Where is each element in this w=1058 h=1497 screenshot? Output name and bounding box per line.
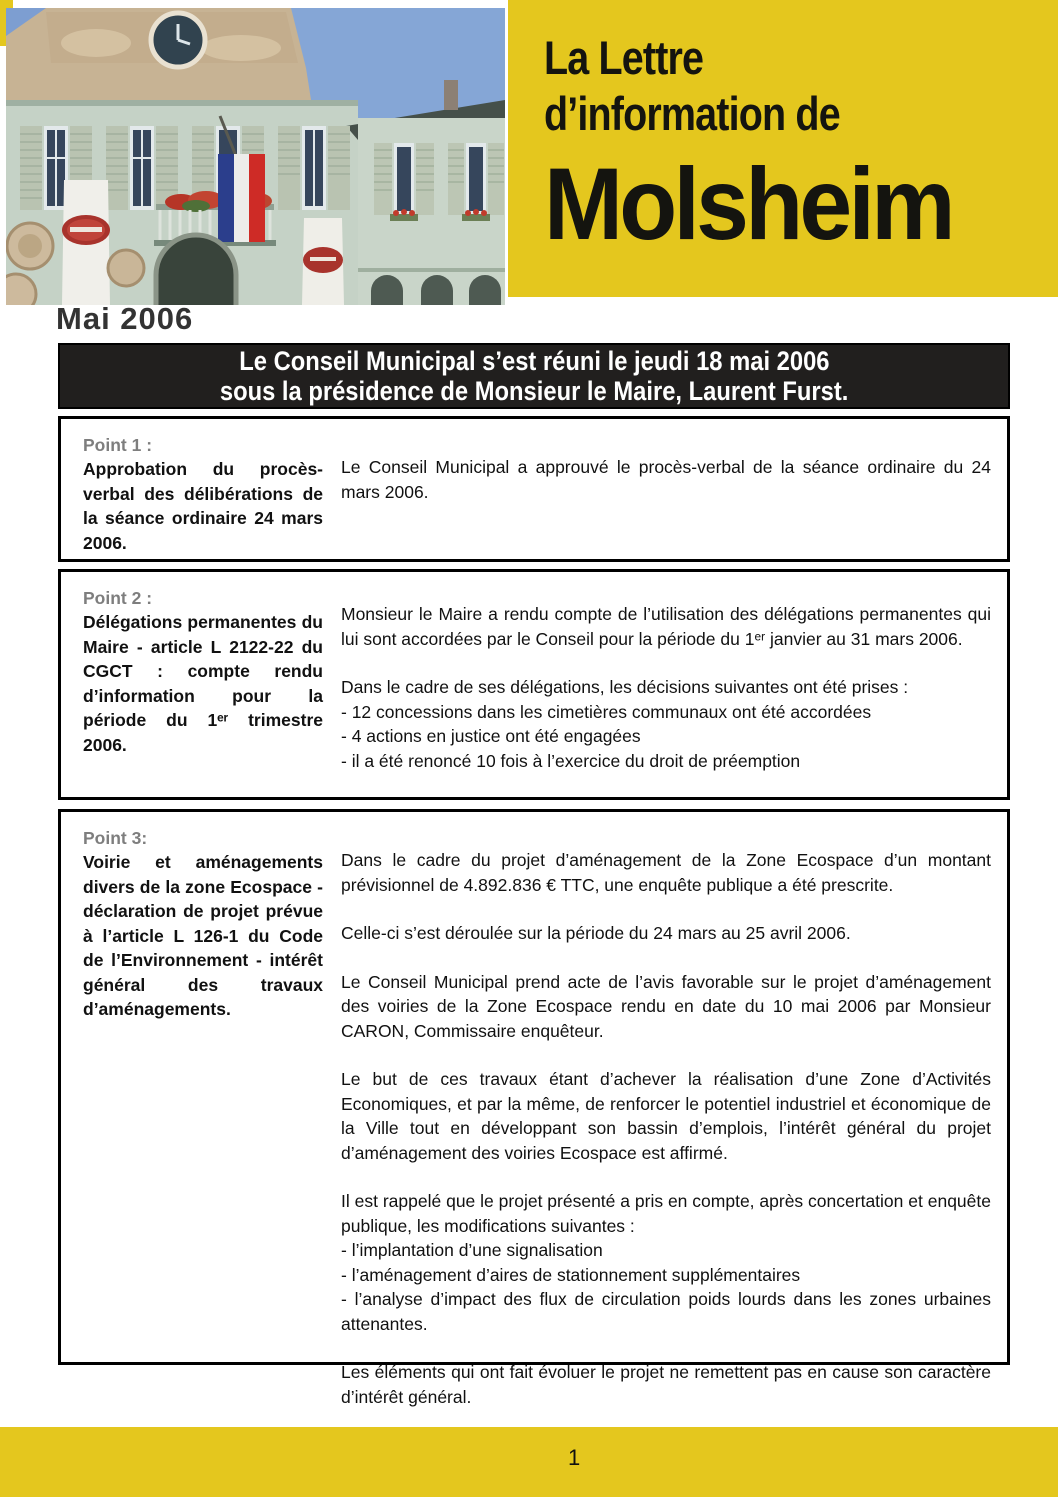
title-line-2: d’information de — [544, 87, 840, 140]
body-paragraph: Celle-ci s’est déroulée sur la période du 24 mars au 25 avril 2006. — [341, 923, 851, 943]
point-1-left-column — [61, 419, 341, 559]
point-1-body — [341, 419, 1007, 559]
body-paragraph: Monsieur le Maire a rendu compte de l’utilisation des délégations permanentes qui lui sont accordées par le Conseil pour la période du 1ᵉʳ janvier au 31 mars 2006. — [341, 604, 991, 649]
point-1-heading: Approbation du procès-verbal des délibérations de la séance ordinaire 24 mars 2006. — [83, 459, 323, 553]
town-hall-photo — [6, 8, 505, 305]
point-3-label: Point 3: — [83, 828, 148, 848]
masthead-title-block — [508, 0, 1058, 297]
section-point-2 — [58, 569, 1010, 800]
section-point-3 — [58, 809, 1010, 1407]
bullet-item: - l’implantation d’une signalisation — [341, 1240, 603, 1260]
body-paragraph: Dans le cadre de ses délégations, les décisions suivantes ont été prises : — [341, 677, 909, 697]
bullet-item: - 12 concessions dans les cimetières communaux ont été accordées — [341, 701, 872, 722]
bullet-item: - l’aménagement d’aires de stationnement supplémentaires — [341, 1264, 801, 1285]
point-3-body — [341, 812, 1007, 1407]
bullet-item: - l’analyse d’impact des flux de circulation poids lourds dans les zones urbaines attenantes. — [341, 1289, 991, 1334]
point-3-heading: Voirie et aménagements divers de la zone Ecospace - déclaration de projet prévue à l’article L 126-1 du Code de l’Environnement - intérêt général des travaux d’aménagements. — [83, 852, 323, 1019]
issue-date: Mai 2006 — [56, 301, 194, 336]
town-hall-photo-illustration — [6, 8, 505, 305]
body-paragraph: Le but de ces travaux étant d’achever la réalisation d’une Zone d’Activités Economiques, et par la même, de renforcer le potentiel industriel et économique de la Ville tout en développant son bassin d’emplois, l’intérêt général du projet d’aménagement des voiries Ecospace est affirmé. — [341, 1069, 991, 1163]
body-paragraph: Dans le cadre du projet d’aménagement de la Zone Ecospace d’un montant prévisionnel de 4.892.836 € TTC, une enquête publique a été prescrite. — [341, 850, 991, 895]
title-line-3: Molsheim — [544, 147, 952, 261]
title-line-1: La Lettre — [544, 31, 704, 84]
body-paragraph: Le Conseil Municipal a approuvé le procès-verbal de la séance ordinaire du 24 mars 2006. — [341, 457, 991, 502]
body-paragraph: Le Conseil Municipal prend acte de l’avis favorable sur le projet d’aménagement des voiries de la Zone Ecospace rendu en date du 10 mai 2006 par Monsieur CARON, Commissaire enquêteur. — [341, 971, 991, 1041]
council-banner — [58, 343, 1010, 409]
point-2-heading: Délégations permanentes du Maire - article L 2122-22 du CGCT : compte rendu d’information pour la période du 1ᵉʳ trimestre 2006. — [83, 612, 323, 755]
body-paragraph: Il est rappelé que le projet présenté a pris en compte, après concertation et enquête publique, les modifications suivantes : — [341, 1191, 991, 1236]
point-1-label: Point 1 : — [83, 435, 153, 455]
bugatti-banner-left — [62, 180, 110, 305]
point-2-body — [341, 572, 1007, 797]
bullet-item: - 4 actions en justice ont été engagées — [341, 726, 641, 746]
banner-line-2: sous la présidence de Monsieur le Maire, Laurent Furst. — [219, 376, 849, 406]
point-2-label: Point 2 : — [83, 588, 153, 608]
section-point-1 — [58, 416, 1010, 562]
bugatti-banner-right — [302, 218, 344, 305]
chimney — [444, 80, 458, 110]
banner-line-1: Le Conseil Municipal s’est réuni le jeudi 18 mai 2006 — [238, 346, 830, 376]
closing-paragraph: Les éléments qui ont fait évoluer le projet ne remettent pas en cause son caractère d’intérêt général. — [341, 1362, 991, 1407]
page-number: 1 — [568, 1445, 581, 1470]
point-2-left-column — [61, 572, 341, 797]
bullet-item: - il a été renoncé 10 fois à l’exercice du droit de préemption — [341, 750, 801, 771]
point-3-left-column — [61, 812, 341, 1362]
page-footer — [0, 1427, 1058, 1497]
